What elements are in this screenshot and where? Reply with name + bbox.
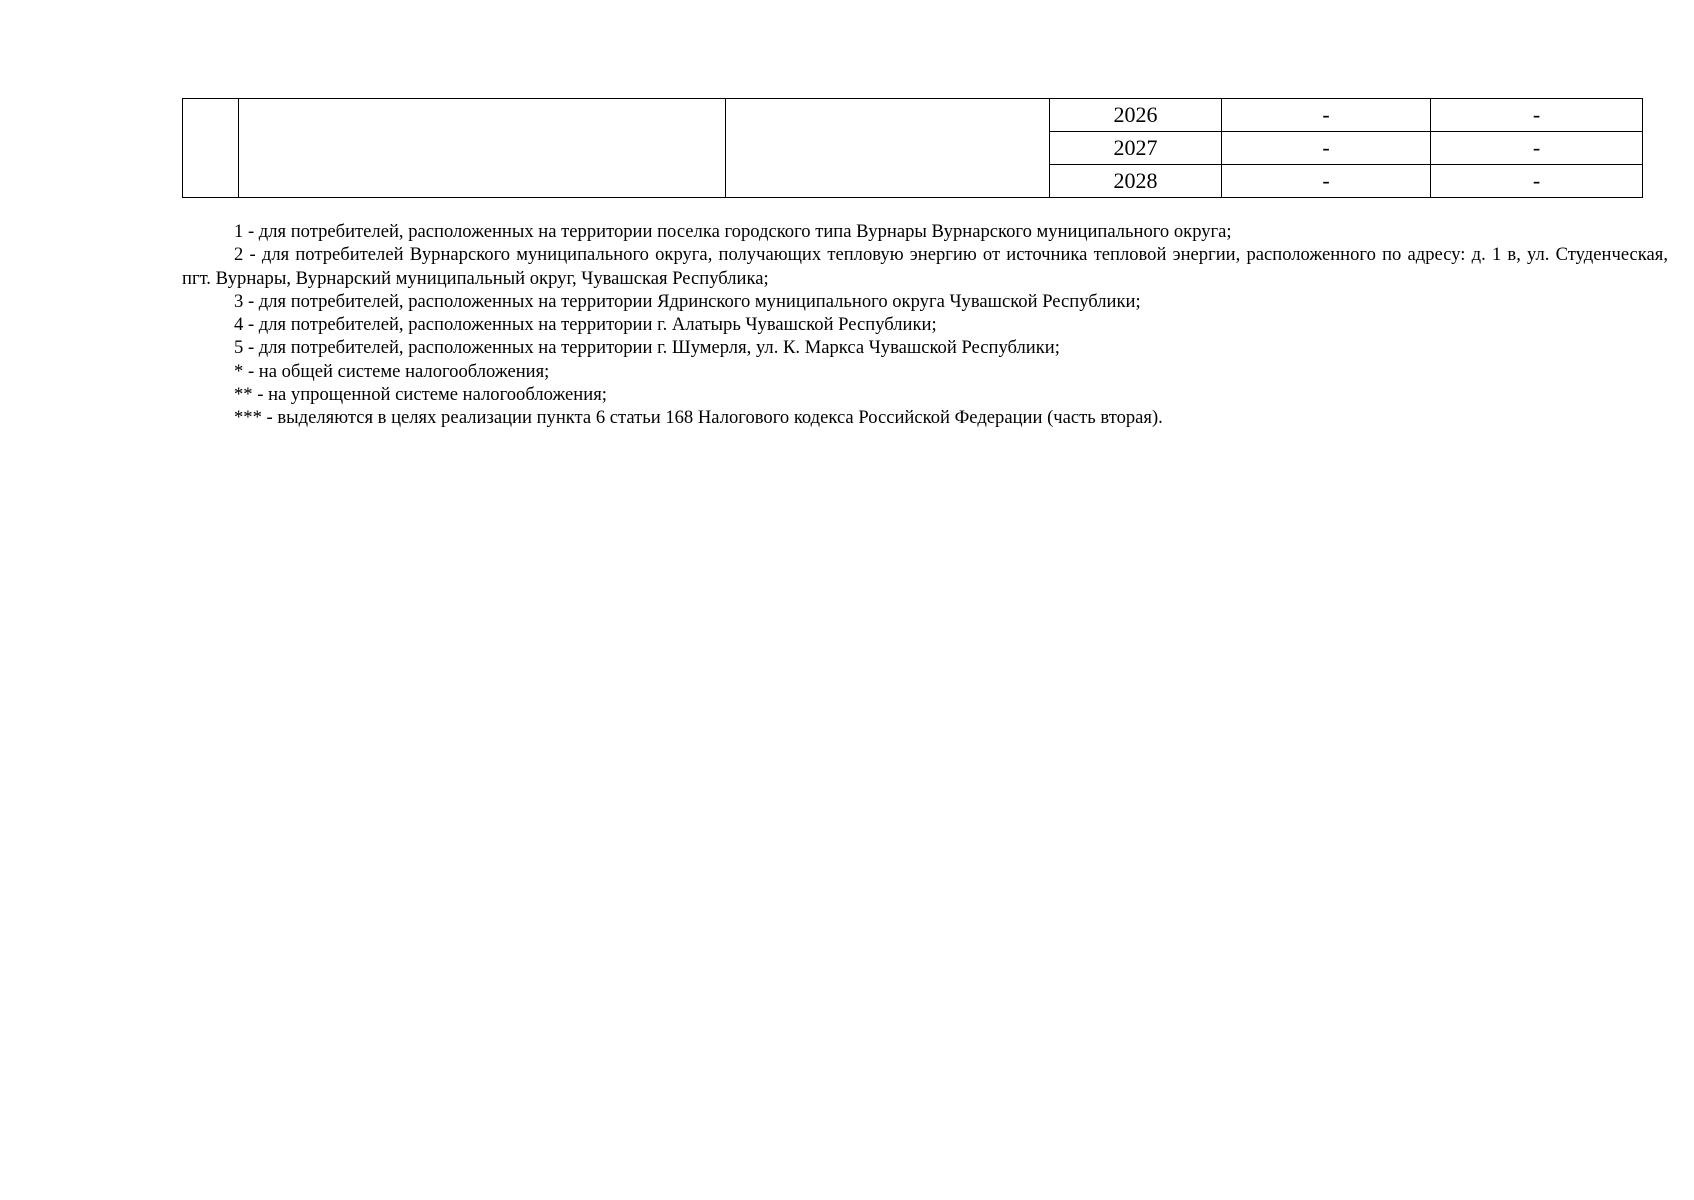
table-row [183, 99, 1643, 132]
tariff-type-cell [726, 99, 1050, 198]
tariff-table [182, 98, 1643, 198]
value-cell: - [1222, 165, 1431, 198]
organization-cell [239, 99, 726, 198]
footnote-simplified-tax: ** - на упрощенной системе налогообложения; [234, 384, 607, 406]
footnote-vat-note: *** - выделяются в целях реализации пункта 6 статьи 168 Налогового кодекса Российской Федерации (часть вторая). [234, 407, 1163, 429]
year-cell: 2028 [1050, 165, 1222, 198]
value-cell: - [1431, 165, 1643, 198]
footnote-5: 5 - для потребителей, расположенных на территории г. Шумерля, ул. К. Маркса Чувашской Республики; [234, 337, 1060, 359]
value-cell: - [1431, 132, 1643, 165]
year-cell: 2027 [1050, 132, 1222, 165]
row-number-cell [183, 99, 239, 198]
footnote-3: 3 - для потребителей, расположенных на территории Ядринского муниципального округа Чувашской Республики; [234, 290, 1141, 312]
year-cell: 2026 [1050, 99, 1222, 132]
value-cell: - [1222, 132, 1431, 165]
value-cell: - [1222, 99, 1431, 132]
footnote-2: 2 - для потребителей Вурнарского муниципального округа, получающих тепловую энергию от источника тепловой энергии, расположенного по адресу: д. 1 в, ул. Студенческая, пгт. Вурнары, Вурнарский муниципальный округ, Чувашская Республика; [182, 244, 1668, 289]
footnote-1: 1 - для потребителей, расположенных на территории поселка городского типа Вурнары Вурнарского муниципального округа; [234, 221, 1232, 242]
footnote-general-tax: * - на общей системе налогообложения; [234, 360, 550, 382]
footnote-4: 4 - для потребителей, расположенных на территории г. Алатырь Чувашской Республики; [234, 314, 937, 336]
value-cell: - [1431, 99, 1643, 132]
footnotes [182, 220, 1668, 430]
